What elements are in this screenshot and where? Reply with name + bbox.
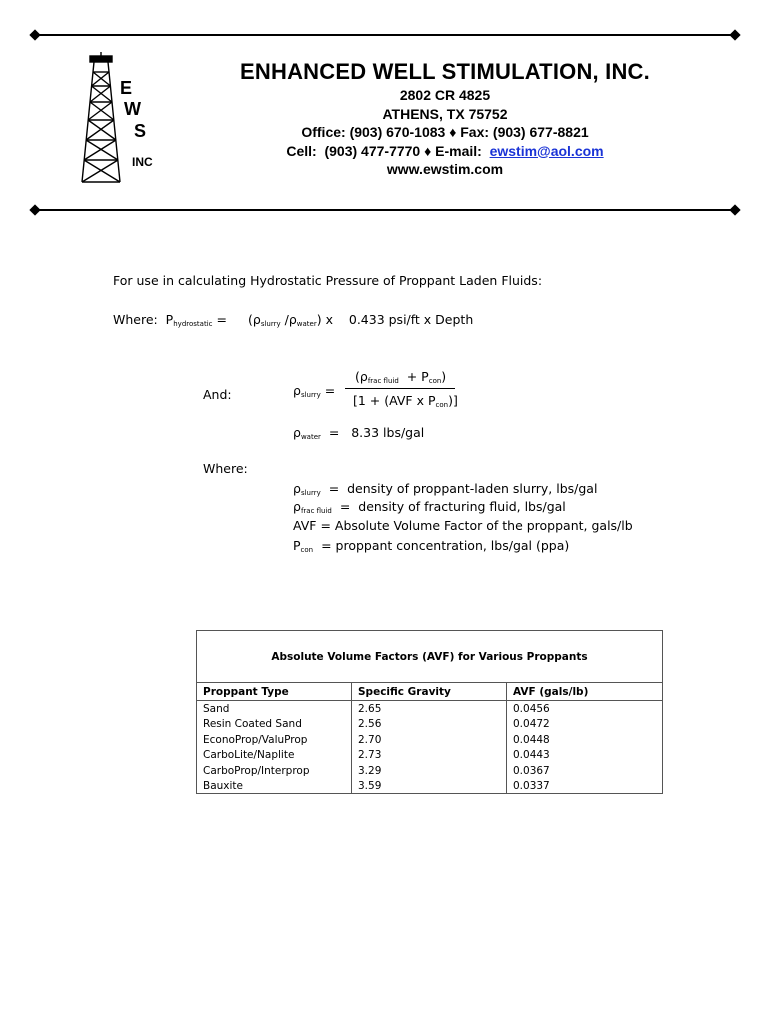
office-fax-line: Office: (903) 670-1083 ♦ Fax: (903) 677-8821 — [301, 124, 589, 140]
definition-avf: AVF = Absolute Volume Factor of the proppant, gals/lb — [293, 518, 633, 533]
where-definitions-label: Where: — [203, 461, 248, 476]
table-header-row — [197, 683, 662, 701]
avf-cell: 0.0443 — [507, 748, 663, 764]
hydrostatic-subscript: hydrostatic — [173, 320, 213, 328]
intro-text: For use in calculating Hydrostatic Pressure of Proppant Laden Fluids: — [113, 273, 543, 288]
rho-symbol: ρ — [293, 499, 301, 514]
proppant-type-cell: CarboProp/Interprop — [203, 764, 310, 777]
definition-slurry — [293, 481, 597, 497]
and-label: And: — [203, 387, 232, 402]
con-subscript: con — [435, 401, 449, 409]
denominator-end: )] — [448, 393, 458, 408]
slurry-numerator: $(\rho_{frac fluid} + P_{con})$ — [355, 369, 447, 385]
column-header: Specific Gravity — [352, 683, 507, 701]
avf-cell: 0.0448 — [507, 732, 663, 748]
bottom-divider-rule — [35, 209, 735, 211]
company-name: ENHANCED WELL STIMULATION, INC. — [240, 59, 650, 84]
rho-symbol: ρ — [293, 425, 301, 440]
table-row — [197, 763, 662, 779]
diamond-icon — [29, 204, 40, 215]
rho-symbol: ρ — [293, 481, 301, 496]
definition-frac-fluid — [293, 499, 566, 515]
cell-label: Cell: (903) 477-7770 ♦ E-mail: — [286, 142, 490, 159]
water-density — [293, 425, 424, 441]
frac-fluid-subscript: frac fluid — [367, 377, 399, 385]
table-title: Absolute Volume Factors (AVF) for Various Proppants — [271, 651, 588, 663]
proppant-type-cell: Bauxite — [203, 780, 244, 793]
table-row — [197, 717, 662, 733]
top-divider-rule — [35, 34, 735, 36]
proppant-type-cell: Resin Coated Sand — [203, 718, 302, 731]
table-row — [197, 748, 662, 764]
slurry-subscript: slurry — [260, 320, 281, 328]
proppant-type-cell: CarboLite/Naplite — [203, 749, 295, 762]
logo-letter-e: E — [120, 78, 133, 98]
logo-letter-s: S — [134, 121, 147, 141]
con-subscript: con — [428, 377, 442, 385]
slurry-subscript: slurry — [300, 489, 321, 497]
rho-symbol: ρ — [293, 383, 301, 398]
con-subscript: con — [300, 546, 314, 554]
specific-gravity-cell: 3.59 — [352, 779, 507, 795]
table-row — [197, 732, 662, 748]
denominator-start: [1 + (AVF x P — [353, 393, 436, 408]
specific-gravity-cell: 3.29 — [352, 763, 507, 779]
water-subscript: water — [296, 320, 317, 328]
p-symbol: P — [293, 538, 301, 553]
definition-pcon — [293, 538, 569, 554]
ratio-close: ) x 0.433 psi/ft x Depth — [316, 312, 474, 327]
table-row — [197, 779, 662, 795]
specific-gravity-cell: 2.73 — [352, 748, 507, 764]
rho-symbol: ρ — [359, 369, 368, 384]
cell-email-line — [200, 142, 690, 161]
logo-letter-w: W — [124, 99, 141, 119]
definition-slurry-text: = density of proppant-laden slurry, lbs/gal — [320, 481, 598, 496]
rho-symbol: ρ — [252, 312, 261, 327]
avf-cell: 0.0472 — [507, 717, 663, 733]
hydrostatic-formula-ratio: ($\rho_{slurry}$ $/\rho_{water}$) x 0.433 psi/ft x Depth — [248, 312, 474, 328]
where-label: Where: P — [113, 312, 174, 327]
column-header: Proppant Type — [197, 683, 352, 701]
address-line-1: 2802 CR 4825 — [399, 87, 491, 103]
avf-table — [196, 630, 663, 794]
slurry-denominator — [353, 393, 458, 409]
table-row — [197, 701, 662, 717]
specific-gravity-cell: 2.56 — [352, 717, 507, 733]
diamond-icon — [729, 29, 740, 40]
definition-pcon-text: = proppant concentration, lbs/gal (ppa) — [313, 538, 570, 553]
avf-cell: 0.0456 — [507, 701, 663, 717]
frac-fluid-subscript: frac fluid — [300, 507, 332, 515]
email-link[interactable]: ewstim@aol.com — [489, 142, 604, 159]
equals-sign: = — [212, 312, 227, 327]
avf-cell: 0.0337 — [507, 779, 663, 795]
diamond-icon — [729, 204, 740, 215]
ews-derrick-logo — [76, 52, 166, 184]
proppant-type-cell: Sand — [203, 702, 230, 715]
avf-cell: 0.0367 — [507, 763, 663, 779]
proppant-type-cell: EconoProp/ValuProp — [203, 733, 308, 746]
definition-frac-fluid-text: = density of fracturing fluid, lbs/gal — [331, 499, 566, 514]
slurry-density-lhs: $\rho_{slurry}$ = — [293, 383, 336, 399]
water-subscript: water — [300, 433, 321, 441]
slurry-subscript: slurry — [300, 391, 321, 399]
letterhead — [200, 58, 690, 179]
diamond-icon — [29, 29, 40, 40]
water-density-value: = 8.33 lbs/gal — [320, 425, 425, 440]
address-line-2: ATHENS, TX 75752 — [382, 105, 508, 122]
logo-inc: INC — [132, 155, 153, 169]
column-header: AVF (gals/lb) — [507, 683, 663, 701]
hydrostatic-formula-label — [113, 312, 227, 328]
fraction-bar — [345, 388, 455, 389]
website-line: www.ewstim.com — [386, 161, 504, 177]
numerator-plus: + P — [398, 369, 429, 384]
specific-gravity-cell: 2.65 — [352, 701, 507, 717]
specific-gravity-cell: 2.70 — [352, 732, 507, 748]
derrick-icon — [76, 52, 126, 184]
avf-grid — [197, 683, 662, 794]
rho-symbol: ρ — [288, 312, 297, 327]
